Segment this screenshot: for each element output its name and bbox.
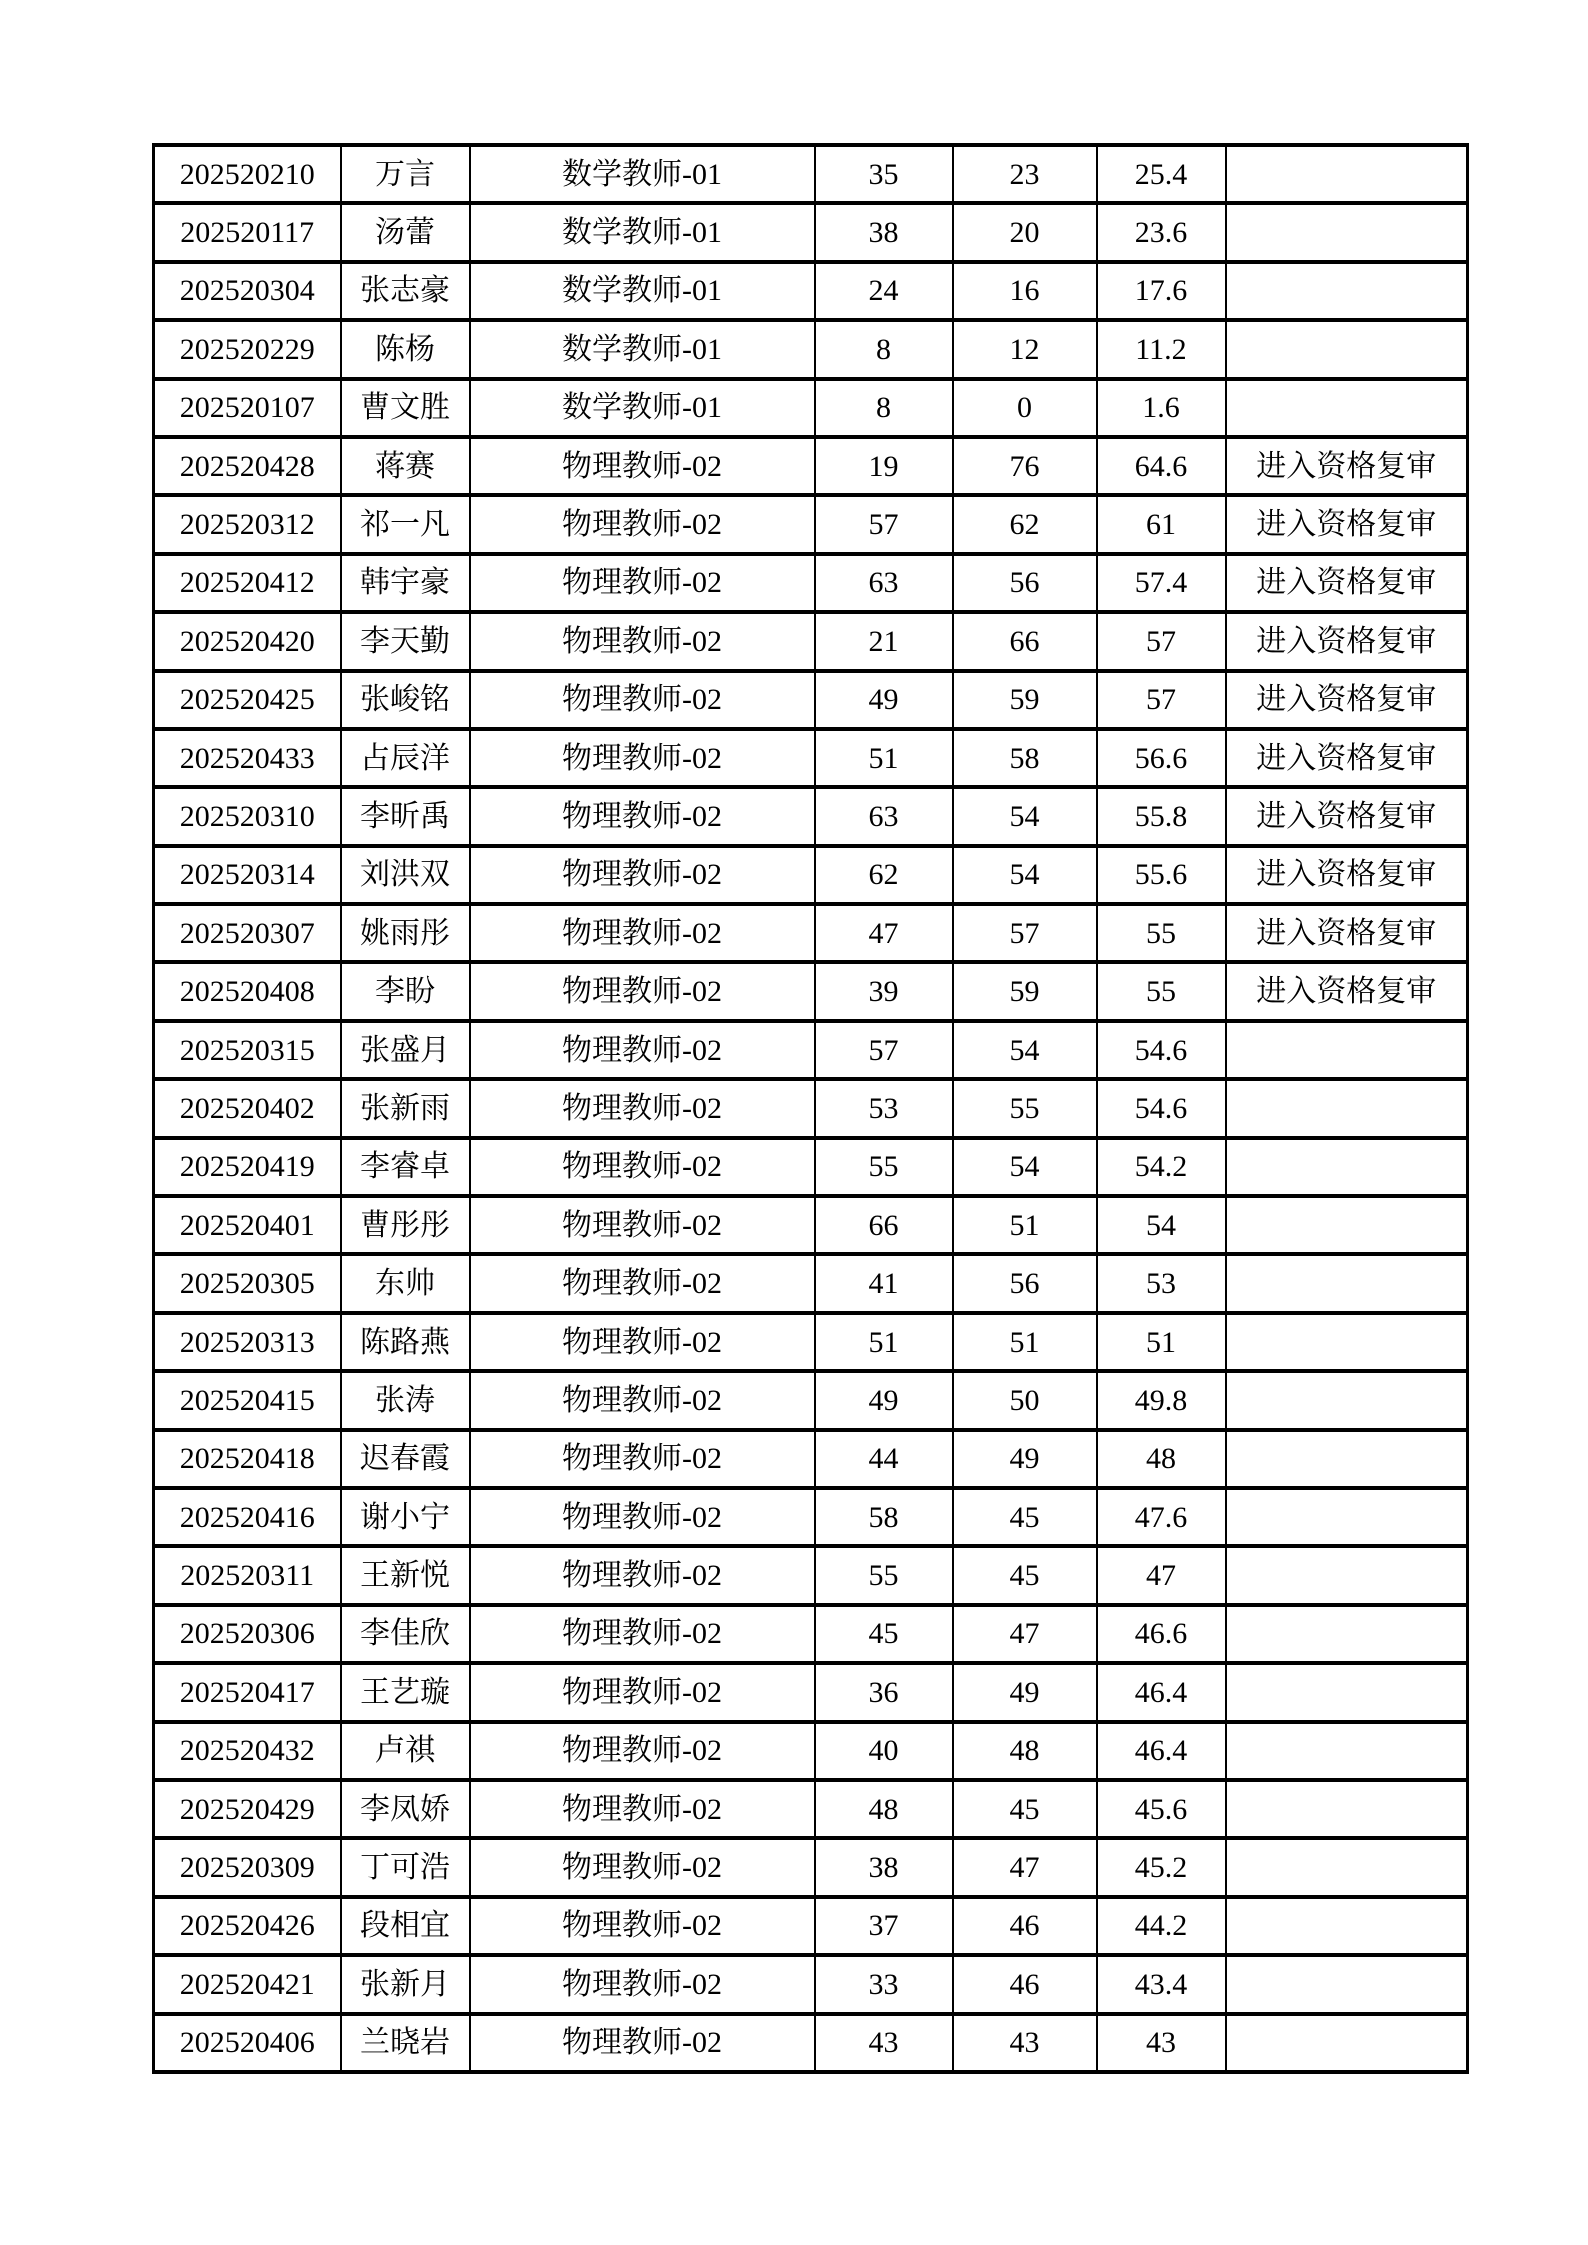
name-cell: 李睿卓 (341, 1138, 470, 1196)
table-row (154, 904, 1468, 962)
candidate-id-cell: 202520305 (154, 1254, 341, 1312)
total-score-cell: 44.2 (1097, 1897, 1226, 1955)
remark-cell (1226, 1196, 1468, 1254)
written-score-cell: 49 (815, 671, 953, 729)
total-score-cell: 46.4 (1097, 1663, 1226, 1721)
interview-score-cell: 59 (953, 962, 1097, 1020)
total-score-cell: 53 (1097, 1254, 1226, 1312)
written-score-cell: 47 (815, 904, 953, 962)
table-row (154, 1430, 1468, 1488)
remark-cell: 进入资格复审 (1226, 846, 1468, 904)
remark-cell (1226, 379, 1468, 437)
interview-score-cell: 54 (953, 1138, 1097, 1196)
remark-cell (1226, 320, 1468, 378)
name-cell: 王艺璇 (341, 1663, 470, 1721)
table-row (154, 1488, 1468, 1546)
written-score-cell: 51 (815, 729, 953, 787)
written-score-cell: 66 (815, 1196, 953, 1254)
total-score-cell: 64.6 (1097, 437, 1226, 495)
candidate-id-cell: 202520408 (154, 962, 341, 1020)
table-row (154, 1897, 1468, 1955)
interview-score-cell: 50 (953, 1371, 1097, 1429)
interview-score-cell: 45 (953, 1780, 1097, 1838)
position-cell: 物理教师-02 (470, 1196, 815, 1254)
written-score-cell: 24 (815, 262, 953, 320)
written-score-cell: 51 (815, 1313, 953, 1371)
position-cell: 物理教师-02 (470, 437, 815, 495)
position-cell: 物理教师-02 (470, 904, 815, 962)
interview-score-cell: 66 (953, 612, 1097, 670)
total-score-cell: 47 (1097, 1546, 1226, 1604)
name-cell: 祁一凡 (341, 495, 470, 553)
total-score-cell: 55.6 (1097, 846, 1226, 904)
interview-score-cell: 47 (953, 1838, 1097, 1896)
remark-cell: 进入资格复审 (1226, 437, 1468, 495)
remark-cell (1226, 1546, 1468, 1604)
table-row (154, 2014, 1468, 2072)
remark-cell (1226, 1663, 1468, 1721)
interview-score-cell: 54 (953, 1021, 1097, 1079)
total-score-cell: 43.4 (1097, 1955, 1226, 2013)
interview-score-cell: 51 (953, 1313, 1097, 1371)
position-cell: 物理教师-02 (470, 729, 815, 787)
written-score-cell: 58 (815, 1488, 953, 1546)
written-score-cell: 45 (815, 1605, 953, 1663)
candidate-id-cell: 202520306 (154, 1605, 341, 1663)
candidate-id-cell: 202520313 (154, 1313, 341, 1371)
position-cell: 物理教师-02 (470, 846, 815, 904)
total-score-cell: 55 (1097, 962, 1226, 1020)
name-cell: 李天勤 (341, 612, 470, 670)
total-score-cell: 56.6 (1097, 729, 1226, 787)
total-score-cell: 47.6 (1097, 1488, 1226, 1546)
candidate-id-cell: 202520406 (154, 2014, 341, 2072)
candidate-id-cell: 202520433 (154, 729, 341, 787)
interview-score-cell: 48 (953, 1722, 1097, 1780)
name-cell: 段相宜 (341, 1897, 470, 1955)
interview-score-cell: 46 (953, 1897, 1097, 1955)
name-cell: 丁可浩 (341, 1838, 470, 1896)
total-score-cell: 17.6 (1097, 262, 1226, 320)
name-cell: 曹彤彤 (341, 1196, 470, 1254)
candidate-id-cell: 202520429 (154, 1780, 341, 1838)
position-cell: 物理教师-02 (470, 1430, 815, 1488)
interview-score-cell: 43 (953, 2014, 1097, 2072)
candidate-id-cell: 202520402 (154, 1079, 341, 1137)
remark-cell (1226, 1254, 1468, 1312)
table-row (154, 1663, 1468, 1721)
table-row (154, 846, 1468, 904)
position-cell: 物理教师-02 (470, 1079, 815, 1137)
written-score-cell: 55 (815, 1546, 953, 1604)
remark-cell (1226, 262, 1468, 320)
interview-score-cell: 54 (953, 787, 1097, 845)
written-score-cell: 55 (815, 1138, 953, 1196)
remark-cell (1226, 1313, 1468, 1371)
remark-cell: 进入资格复审 (1226, 787, 1468, 845)
table-row (154, 1313, 1468, 1371)
written-score-cell: 39 (815, 962, 953, 1020)
candidate-id-cell: 202520417 (154, 1663, 341, 1721)
name-cell: 陈杨 (341, 320, 470, 378)
interview-score-cell: 57 (953, 904, 1097, 962)
candidate-id-cell: 202520418 (154, 1430, 341, 1488)
table-row (154, 1254, 1468, 1312)
table-row (154, 1955, 1468, 2013)
candidate-id-cell: 202520401 (154, 1196, 341, 1254)
written-score-cell: 37 (815, 1897, 953, 1955)
position-cell: 数学教师-01 (470, 262, 815, 320)
remark-cell (1226, 1079, 1468, 1137)
candidate-id-cell: 202520311 (154, 1546, 341, 1604)
candidate-id-cell: 202520309 (154, 1838, 341, 1896)
name-cell: 谢小宁 (341, 1488, 470, 1546)
name-cell: 蒋赛 (341, 437, 470, 495)
remark-cell (1226, 2014, 1468, 2072)
written-score-cell: 53 (815, 1079, 953, 1137)
remark-cell (1226, 203, 1468, 261)
candidate-id-cell: 202520315 (154, 1021, 341, 1079)
name-cell: 张峻铭 (341, 671, 470, 729)
position-cell: 物理教师-02 (470, 671, 815, 729)
remark-cell (1226, 1897, 1468, 1955)
total-score-cell: 57.4 (1097, 554, 1226, 612)
interview-score-cell: 59 (953, 671, 1097, 729)
total-score-cell: 43 (1097, 2014, 1226, 2072)
total-score-cell: 55.8 (1097, 787, 1226, 845)
position-cell: 物理教师-02 (470, 787, 815, 845)
candidate-id-cell: 202520416 (154, 1488, 341, 1546)
written-score-cell: 49 (815, 1371, 953, 1429)
candidate-id-cell: 202520421 (154, 1955, 341, 2013)
total-score-cell: 54.2 (1097, 1138, 1226, 1196)
position-cell: 物理教师-02 (470, 1780, 815, 1838)
candidate-id-cell: 202520312 (154, 495, 341, 553)
candidate-id-cell: 202520229 (154, 320, 341, 378)
position-cell: 物理教师-02 (470, 1138, 815, 1196)
remark-cell: 进入资格复审 (1226, 495, 1468, 553)
position-cell: 物理教师-02 (470, 1722, 815, 1780)
interview-score-cell: 45 (953, 1546, 1097, 1604)
remark-cell (1226, 1955, 1468, 2013)
position-cell: 数学教师-01 (470, 379, 815, 437)
written-score-cell: 19 (815, 437, 953, 495)
name-cell: 刘洪双 (341, 846, 470, 904)
written-score-cell: 48 (815, 1780, 953, 1838)
candidate-id-cell: 202520428 (154, 437, 341, 495)
position-cell: 物理教师-02 (470, 1955, 815, 2013)
written-score-cell: 44 (815, 1430, 953, 1488)
written-score-cell: 21 (815, 612, 953, 670)
table-row (154, 554, 1468, 612)
interview-score-cell: 23 (953, 145, 1097, 203)
name-cell: 张涛 (341, 1371, 470, 1429)
interview-score-cell: 76 (953, 437, 1097, 495)
name-cell: 姚雨彤 (341, 904, 470, 962)
total-score-cell: 23.6 (1097, 203, 1226, 261)
interview-score-cell: 47 (953, 1605, 1097, 1663)
table-row (154, 145, 1468, 203)
position-cell: 物理教师-02 (470, 1488, 815, 1546)
total-score-cell: 25.4 (1097, 145, 1226, 203)
remark-cell: 进入资格复审 (1226, 671, 1468, 729)
interview-score-cell: 20 (953, 203, 1097, 261)
table-row (154, 1138, 1468, 1196)
interview-score-cell: 45 (953, 1488, 1097, 1546)
written-score-cell: 41 (815, 1254, 953, 1312)
total-score-cell: 54.6 (1097, 1079, 1226, 1137)
remark-cell (1226, 1780, 1468, 1838)
total-score-cell: 57 (1097, 612, 1226, 670)
candidate-id-cell: 202520415 (154, 1371, 341, 1429)
position-cell: 物理教师-02 (470, 1254, 815, 1312)
total-score-cell: 61 (1097, 495, 1226, 553)
table-row (154, 962, 1468, 1020)
position-cell: 数学教师-01 (470, 203, 815, 261)
interview-score-cell: 55 (953, 1079, 1097, 1137)
total-score-cell: 45.2 (1097, 1838, 1226, 1896)
candidate-id-cell: 202520307 (154, 904, 341, 962)
remark-cell: 进入资格复审 (1226, 962, 1468, 1020)
written-score-cell: 33 (815, 1955, 953, 2013)
written-score-cell: 36 (815, 1663, 953, 1721)
written-score-cell: 63 (815, 554, 953, 612)
written-score-cell: 63 (815, 787, 953, 845)
remark-cell (1226, 1722, 1468, 1780)
table-row (154, 787, 1468, 845)
written-score-cell: 8 (815, 320, 953, 378)
position-cell: 物理教师-02 (470, 1897, 815, 1955)
table-row (154, 1838, 1468, 1896)
table-row (154, 671, 1468, 729)
written-score-cell: 40 (815, 1722, 953, 1780)
candidate-id-cell: 202520210 (154, 145, 341, 203)
remark-cell (1226, 1605, 1468, 1663)
total-score-cell: 55 (1097, 904, 1226, 962)
table-row (154, 320, 1468, 378)
total-score-cell: 57 (1097, 671, 1226, 729)
interview-score-cell: 46 (953, 1955, 1097, 2013)
name-cell: 迟春霞 (341, 1430, 470, 1488)
total-score-cell: 1.6 (1097, 379, 1226, 437)
total-score-cell: 46.4 (1097, 1722, 1226, 1780)
position-cell: 物理教师-02 (470, 1371, 815, 1429)
name-cell: 王新悦 (341, 1546, 470, 1604)
candidate-id-cell: 202520426 (154, 1897, 341, 1955)
candidate-id-cell: 202520107 (154, 379, 341, 437)
remark-cell: 进入资格复审 (1226, 904, 1468, 962)
position-cell: 数学教师-01 (470, 145, 815, 203)
interview-score-cell: 0 (953, 379, 1097, 437)
candidate-id-cell: 202520419 (154, 1138, 341, 1196)
results-table (152, 143, 1469, 2074)
name-cell: 张新月 (341, 1955, 470, 2013)
candidate-id-cell: 202520304 (154, 262, 341, 320)
table-row (154, 495, 1468, 553)
position-cell: 物理教师-02 (470, 1605, 815, 1663)
total-score-cell: 49.8 (1097, 1371, 1226, 1429)
candidate-id-cell: 202520310 (154, 787, 341, 845)
table-row (154, 729, 1468, 787)
table-row (154, 612, 1468, 670)
written-score-cell: 8 (815, 379, 953, 437)
table-row (154, 379, 1468, 437)
remark-cell: 进入资格复审 (1226, 612, 1468, 670)
name-cell: 李昕禹 (341, 787, 470, 845)
written-score-cell: 57 (815, 495, 953, 553)
name-cell: 兰晓岩 (341, 2014, 470, 2072)
table-row (154, 1546, 1468, 1604)
position-cell: 物理教师-02 (470, 1546, 815, 1604)
candidate-id-cell: 202520412 (154, 554, 341, 612)
remark-cell (1226, 1138, 1468, 1196)
position-cell: 物理教师-02 (470, 612, 815, 670)
table-row (154, 1780, 1468, 1838)
position-cell: 物理教师-02 (470, 1663, 815, 1721)
written-score-cell: 35 (815, 145, 953, 203)
table-row (154, 1605, 1468, 1663)
name-cell: 张新雨 (341, 1079, 470, 1137)
written-score-cell: 62 (815, 846, 953, 904)
table-row (154, 262, 1468, 320)
candidate-id-cell: 202520425 (154, 671, 341, 729)
interview-score-cell: 12 (953, 320, 1097, 378)
written-score-cell: 38 (815, 203, 953, 261)
interview-score-cell: 49 (953, 1430, 1097, 1488)
position-cell: 物理教师-02 (470, 1021, 815, 1079)
interview-score-cell: 58 (953, 729, 1097, 787)
name-cell: 东帅 (341, 1254, 470, 1312)
name-cell: 李凤娇 (341, 1780, 470, 1838)
remark-cell (1226, 1021, 1468, 1079)
remark-cell (1226, 1488, 1468, 1546)
interview-score-cell: 56 (953, 554, 1097, 612)
name-cell: 张志豪 (341, 262, 470, 320)
total-score-cell: 48 (1097, 1430, 1226, 1488)
written-score-cell: 57 (815, 1021, 953, 1079)
interview-score-cell: 16 (953, 262, 1097, 320)
table-row (154, 203, 1468, 261)
name-cell: 张盛月 (341, 1021, 470, 1079)
remark-cell (1226, 1430, 1468, 1488)
name-cell: 万言 (341, 145, 470, 203)
name-cell: 陈路燕 (341, 1313, 470, 1371)
remark-cell: 进入资格复审 (1226, 729, 1468, 787)
candidate-id-cell: 202520420 (154, 612, 341, 670)
name-cell: 占辰洋 (341, 729, 470, 787)
total-score-cell: 54.6 (1097, 1021, 1226, 1079)
remark-cell (1226, 145, 1468, 203)
table-row (154, 437, 1468, 495)
position-cell: 物理教师-02 (470, 1838, 815, 1896)
position-cell: 物理教师-02 (470, 962, 815, 1020)
position-cell: 物理教师-02 (470, 2014, 815, 2072)
total-score-cell: 11.2 (1097, 320, 1226, 378)
remark-cell: 进入资格复审 (1226, 554, 1468, 612)
remark-cell (1226, 1838, 1468, 1896)
candidate-id-cell: 202520314 (154, 846, 341, 904)
candidate-id-cell: 202520432 (154, 1722, 341, 1780)
position-cell: 数学教师-01 (470, 320, 815, 378)
name-cell: 李盼 (341, 962, 470, 1020)
interview-score-cell: 62 (953, 495, 1097, 553)
name-cell: 韩宇豪 (341, 554, 470, 612)
interview-score-cell: 54 (953, 846, 1097, 904)
table-row (154, 1079, 1468, 1137)
interview-score-cell: 51 (953, 1196, 1097, 1254)
total-score-cell: 45.6 (1097, 1780, 1226, 1838)
table-row (154, 1196, 1468, 1254)
total-score-cell: 46.6 (1097, 1605, 1226, 1663)
position-cell: 物理教师-02 (470, 495, 815, 553)
table-row (154, 1722, 1468, 1780)
total-score-cell: 51 (1097, 1313, 1226, 1371)
table-row (154, 1021, 1468, 1079)
name-cell: 李佳欣 (341, 1605, 470, 1663)
total-score-cell: 54 (1097, 1196, 1226, 1254)
candidate-id-cell: 202520117 (154, 203, 341, 261)
table-row (154, 1371, 1468, 1429)
name-cell: 卢祺 (341, 1722, 470, 1780)
interview-score-cell: 49 (953, 1663, 1097, 1721)
remark-cell (1226, 1371, 1468, 1429)
position-cell: 物理教师-02 (470, 1313, 815, 1371)
written-score-cell: 43 (815, 2014, 953, 2072)
position-cell: 物理教师-02 (470, 554, 815, 612)
written-score-cell: 38 (815, 1838, 953, 1896)
name-cell: 汤蕾 (341, 203, 470, 261)
name-cell: 曹文胜 (341, 379, 470, 437)
interview-score-cell: 56 (953, 1254, 1097, 1312)
